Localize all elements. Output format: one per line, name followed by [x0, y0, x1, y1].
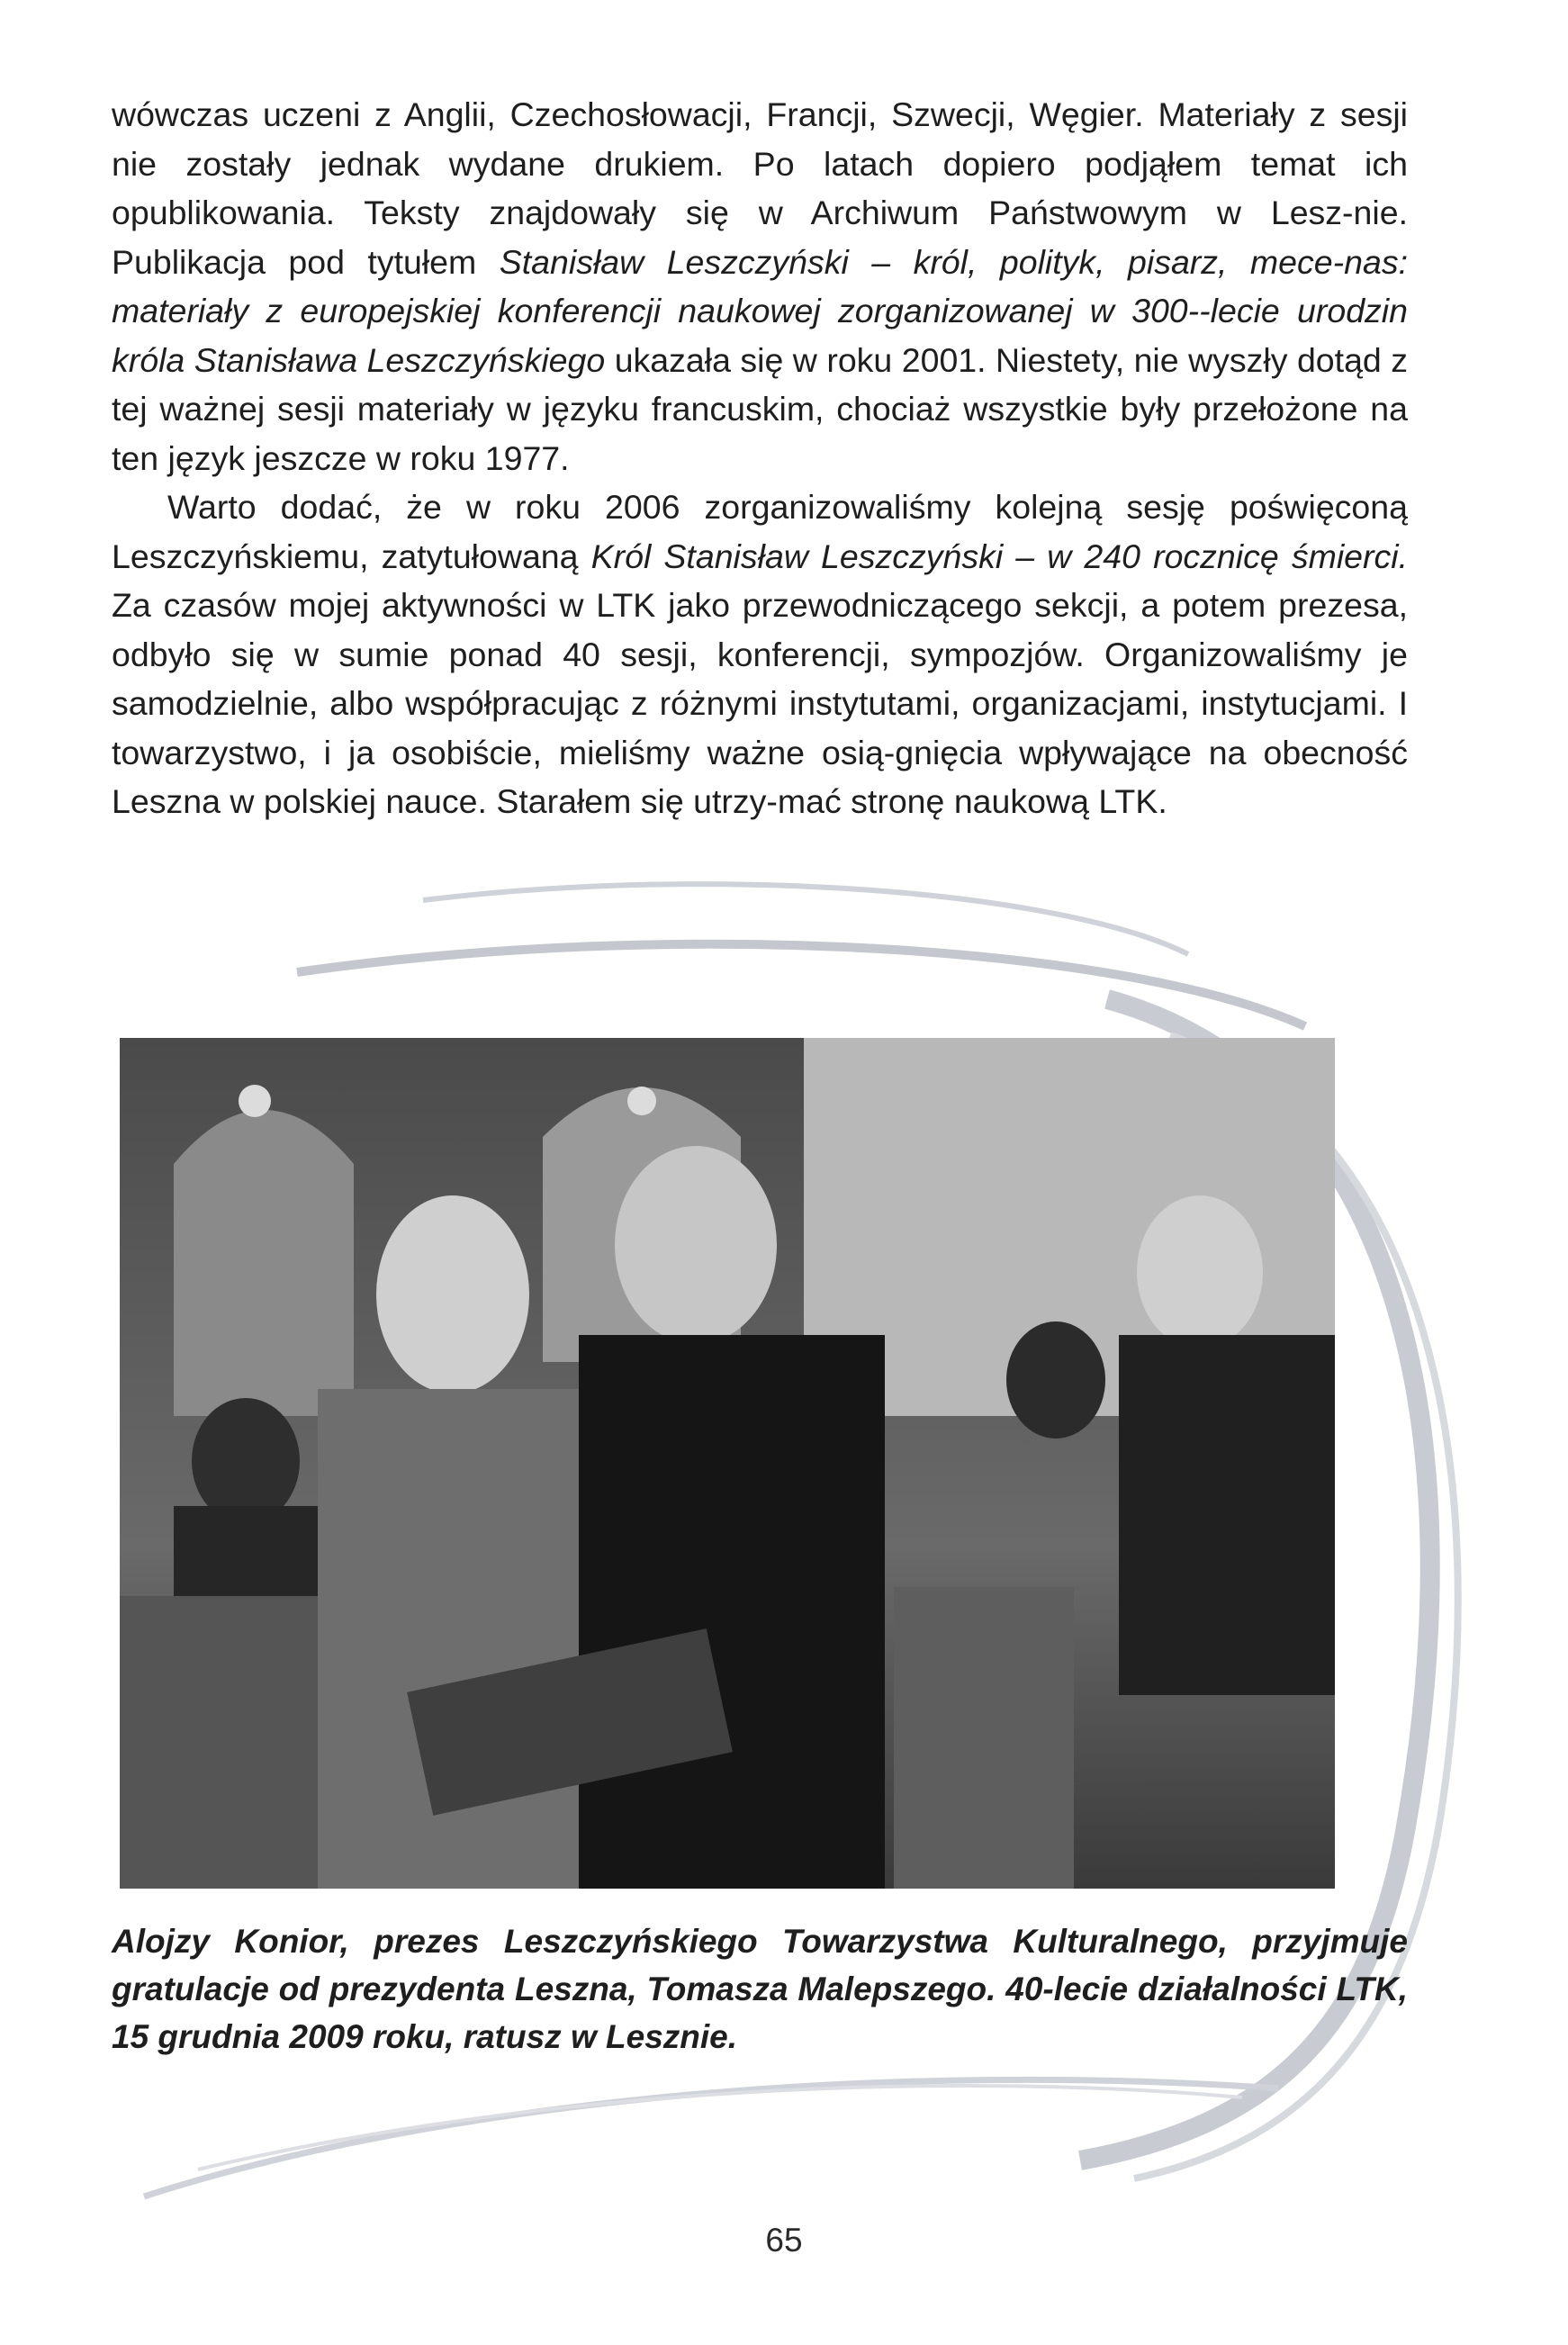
page-number: 65 [765, 2222, 803, 2259]
main-text [112, 90, 1408, 826]
ceremony-photo [120, 1038, 1335, 1889]
paragraph-2-text-a: Warto dodać, że w roku 2006 zorganizowaliśmy kolejną sesję poświęconą Leszczyńskiemu, zatytułowaną [112, 488, 1408, 575]
paragraph-1-text-b: ukazała się w roku 2001. Niestety, nie wyszły dotąd z tej ważnej sesji materiały w języku francuskim, chociaż wszystkie były przełożone na ten język jeszcze w roku 1977. [112, 340, 1408, 477]
photo-illustration [120, 1038, 1335, 1889]
paragraph-1-text-a: wówczas uczeni z Anglii, Czechosłowacji, Francji, Szwecji, Węgier. Materiały z sesji nie zostały jednak wydane drukiem. Po latach dopiero podjąłem temat ich opublikowania. Teksty znajdowały się w Archiwum Państwowym w Lesz-nie. Publikacja pod tytułem [112, 95, 1408, 281]
photo-caption: Alojzy Konior, prezes Leszczyńskiego Towarzystwa Kulturalnego, przyjmuje gratulacje od prezydenta Leszna, Tomasza Malepszego. 40-lecie działalności LTK, 15 grudnia 2009 roku, ratusz w Lesznie. [112, 1923, 1408, 2055]
paragraph-2-text-b: Za czasów mojej aktywności w LTK jako przewodniczącego sekcji, a potem prezesa, odbyło się w sumie ponad 40 sesji, konferencji, sympozjów. Organizowaliśmy je samodzielnie, albo współpracując z różnymi instytutami, organizacjami, instytucjami. I towarzystwo, i ja osobiście, mieliśmy ważne osią-gnięcia wpływające na obecność Leszna w polskiej nauce. Starałem się utrzy-mać stronę naukową LTK. [112, 586, 1408, 820]
paragraph-2 [112, 483, 1408, 826]
paragraph-1-book-title: Stanisław Leszczyński – król, polityk, pisarz, mece-nas: materiały z europejskiej konferencji naukowej zorganizowanej w 300--lecie urodzin króla Stanisława Leszczyńskiego [112, 242, 1408, 379]
paragraph-2-session-title: Król Stanisław Leszczyński – w 240 rocznicę śmierci. [590, 537, 1408, 575]
paragraph-1 [112, 90, 1408, 483]
